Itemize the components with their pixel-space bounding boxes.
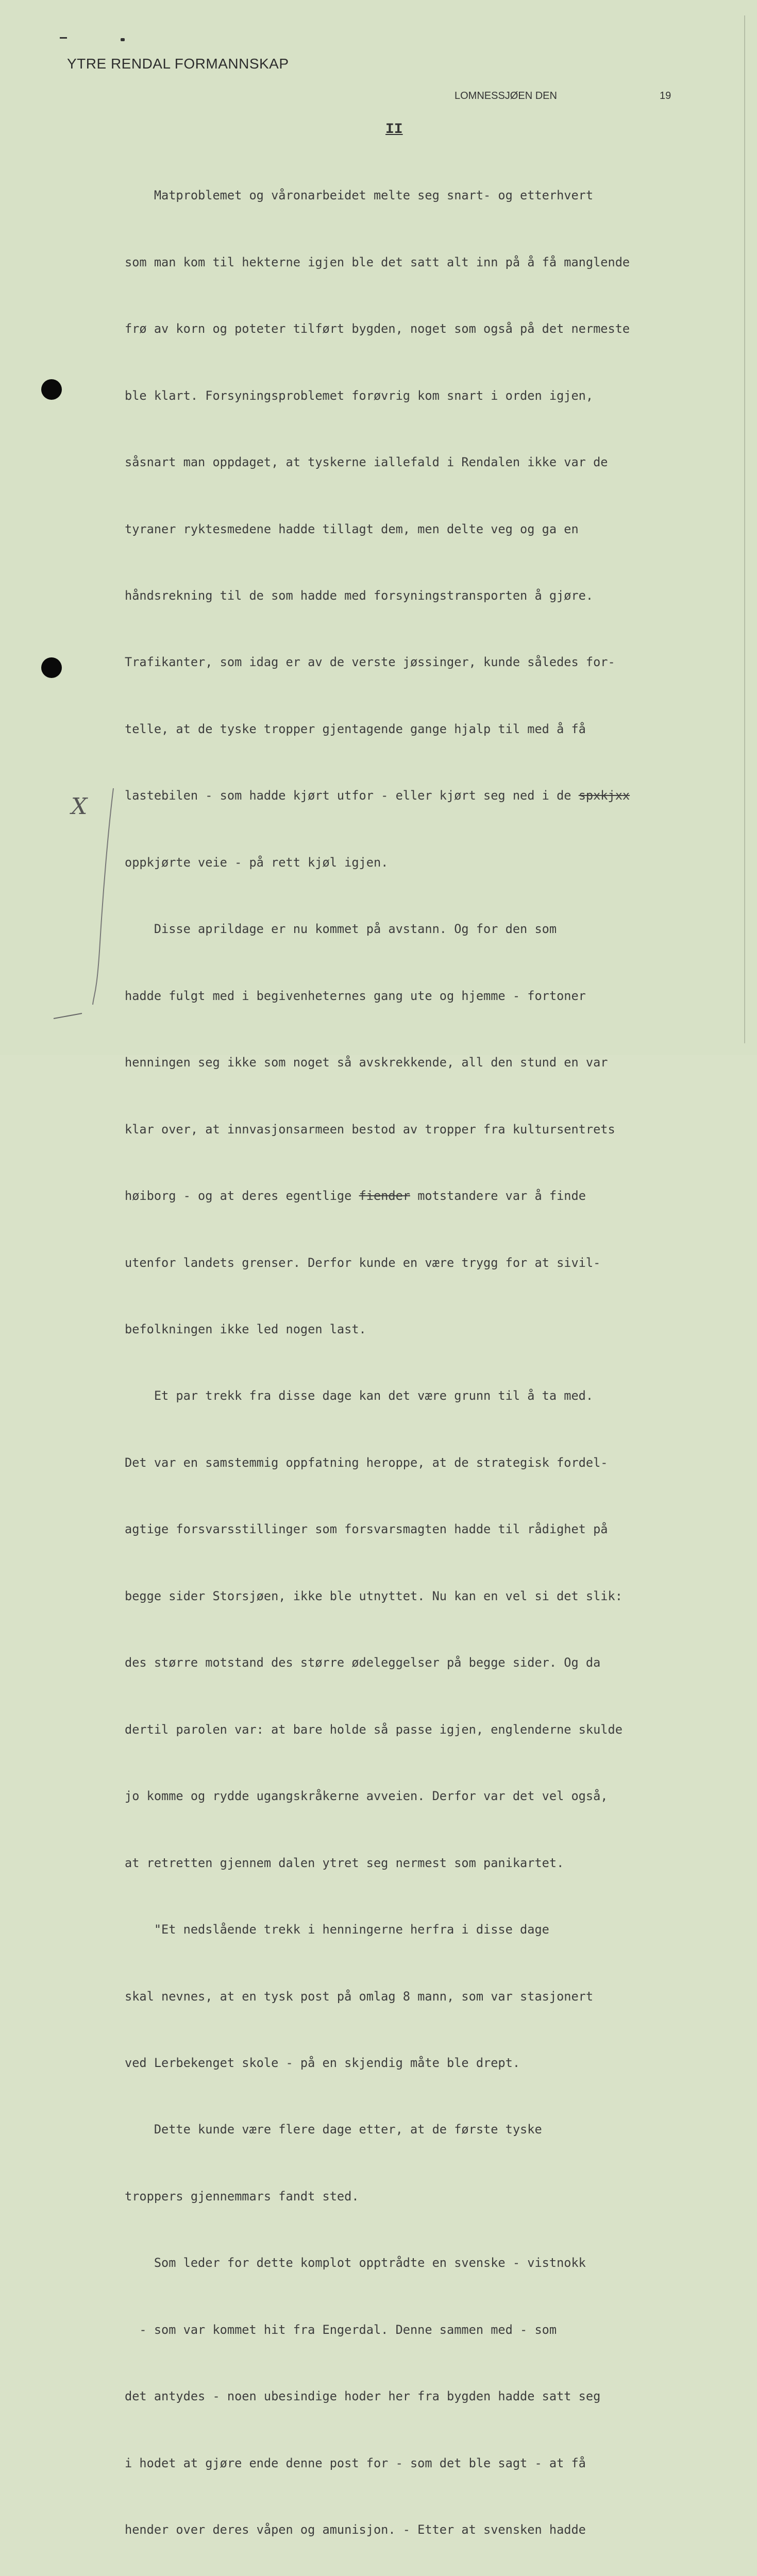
line-text: lastebilen - som hadde kjørt utfor - eller kjørt seg ned i de	[125, 788, 579, 803]
text-line: telle, at de tyske tropper gjentagende gange hjalp til med å få	[125, 721, 586, 736]
letterhead-title: YTRE RENDAL FORMANNSKAP	[67, 56, 289, 72]
text-line: tyraner ryktesmedene hadde tillagt dem, men delte veg og ga en	[125, 521, 579, 536]
text-line: hadde fulgt med i begivenheternes gang ute og hjemme - fortoner	[125, 988, 586, 1003]
text-line: håndsrekning til de som hadde med forsyningstransporten å gjøre.	[125, 588, 594, 603]
text-line: det antydes - noen ubesindige hoder her fra bygden hadde satt seg	[125, 2389, 601, 2404]
text-line: begge sider Storsjøen, ikke ble utnyttet. Nu kan en vel si det slik:	[125, 1588, 623, 1603]
text-line: som man kom til hekterne igjen ble det satt alt inn på å få manglende	[125, 255, 630, 269]
text-line: hender over deres våpen og amunisjon. - Etter at svensken hadde	[125, 2522, 586, 2537]
text-line: klar over, at innvasjonsarmeen bestod av tropper fra kultursentrets	[125, 1122, 615, 1137]
margin-mark: X	[71, 793, 88, 820]
text-line: henningen seg ikke som noget så avskrekkende, all den stund en var	[125, 1055, 608, 1070]
text-line	[125, 785, 753, 807]
text-line: "Et nedslående trekk i henningerne herfra i disse dage	[125, 1922, 549, 1937]
text-line: troppers gjennemmars fandt sted.	[125, 2189, 359, 2204]
text-line: ble klart. Forsyningsproblemet forøvrig kom snart i orden igjen,	[125, 388, 594, 403]
text-line: Trafikanter, som idag er av de verste jøssinger, kunde således for-	[125, 655, 615, 670]
text-line: såsnart man oppdaget, at tyskerne iallefald i Rendalen ikke var de	[125, 455, 608, 470]
text-line: oppkjørte veie - på rett kjøl igjen.	[125, 855, 389, 870]
text-line: des større motstand des større ødeleggelser på begge sider. Og da	[125, 1655, 601, 1670]
letterhead-place: LOMNESSJØEN DEN	[455, 90, 557, 101]
text-line: Disse aprildage er nu kommet på avstann. Og for den som	[125, 922, 557, 937]
text-line: dertil parolen var: at bare holde så passe igjen, englenderne skulde	[125, 1722, 623, 1737]
punch-hole	[41, 657, 62, 678]
letterhead-year: 19	[660, 90, 671, 101]
text-line: Som leder for dette komplot opptrådte en svenske - vistnokk	[125, 2256, 586, 2270]
struck-text: spxkjxx	[578, 788, 630, 803]
typed-body	[125, 140, 753, 2576]
margin-pencil-stroke	[54, 1011, 85, 1021]
text-line: Det var en samstemmig oppfatning heroppe, at de strategisk fordel-	[125, 1455, 608, 1470]
text-line: ved Lerbekenget skole - på en skjendig måte ble drept.	[125, 2056, 520, 2070]
section-heading: II	[385, 122, 403, 138]
text-line: Matproblemet og våronarbeidet melte seg snart- og etterhvert	[125, 188, 594, 203]
text-line: Et par trekk fra disse dage kan det være grunn til å ta med.	[125, 1388, 594, 1403]
margin-pencil-line	[93, 788, 124, 1005]
text-line: i hodet at gjøre ende denne post for - som det ble sagt - at få	[125, 2455, 586, 2470]
text-line: befolkningen ikke led nogen last.	[125, 1322, 366, 1337]
text-line: at retretten gjennem dalen ytret seg nermest som panikartet.	[125, 1855, 564, 1870]
text-line: skal nevnes, at en tysk post på omlag 8 mann, som var stasjonert	[125, 1989, 594, 2004]
text-line: Dette kunde være flere dage etter, at de første tyske	[125, 2122, 542, 2137]
pencil-dash	[60, 37, 67, 39]
ink-dot	[121, 38, 125, 41]
line-text: motstandere var å finde	[410, 1189, 586, 1204]
text-line: agtige forsvarsstillinger som forsvarsmagten hadde til rådighet på	[125, 1522, 608, 1537]
text-line	[125, 1185, 753, 1207]
text-line: - som var kommet hit fra Engerdal. Denne sammen med - som	[125, 2322, 557, 2337]
text-line: frø av korn og poteter tilført bygden, noget som også på det nermeste	[125, 321, 630, 336]
text-line: jo komme og rydde ugangskråkerne avveien. Derfor var det vel også,	[125, 1789, 608, 1804]
text-line: utenfor landets grenser. Derfor kunde en være trygg for at sivil-	[125, 1255, 601, 1270]
punch-hole	[41, 379, 62, 400]
line-text: høiborg - og at deres egentlige	[125, 1189, 359, 1204]
struck-text: fiender	[359, 1189, 410, 1204]
